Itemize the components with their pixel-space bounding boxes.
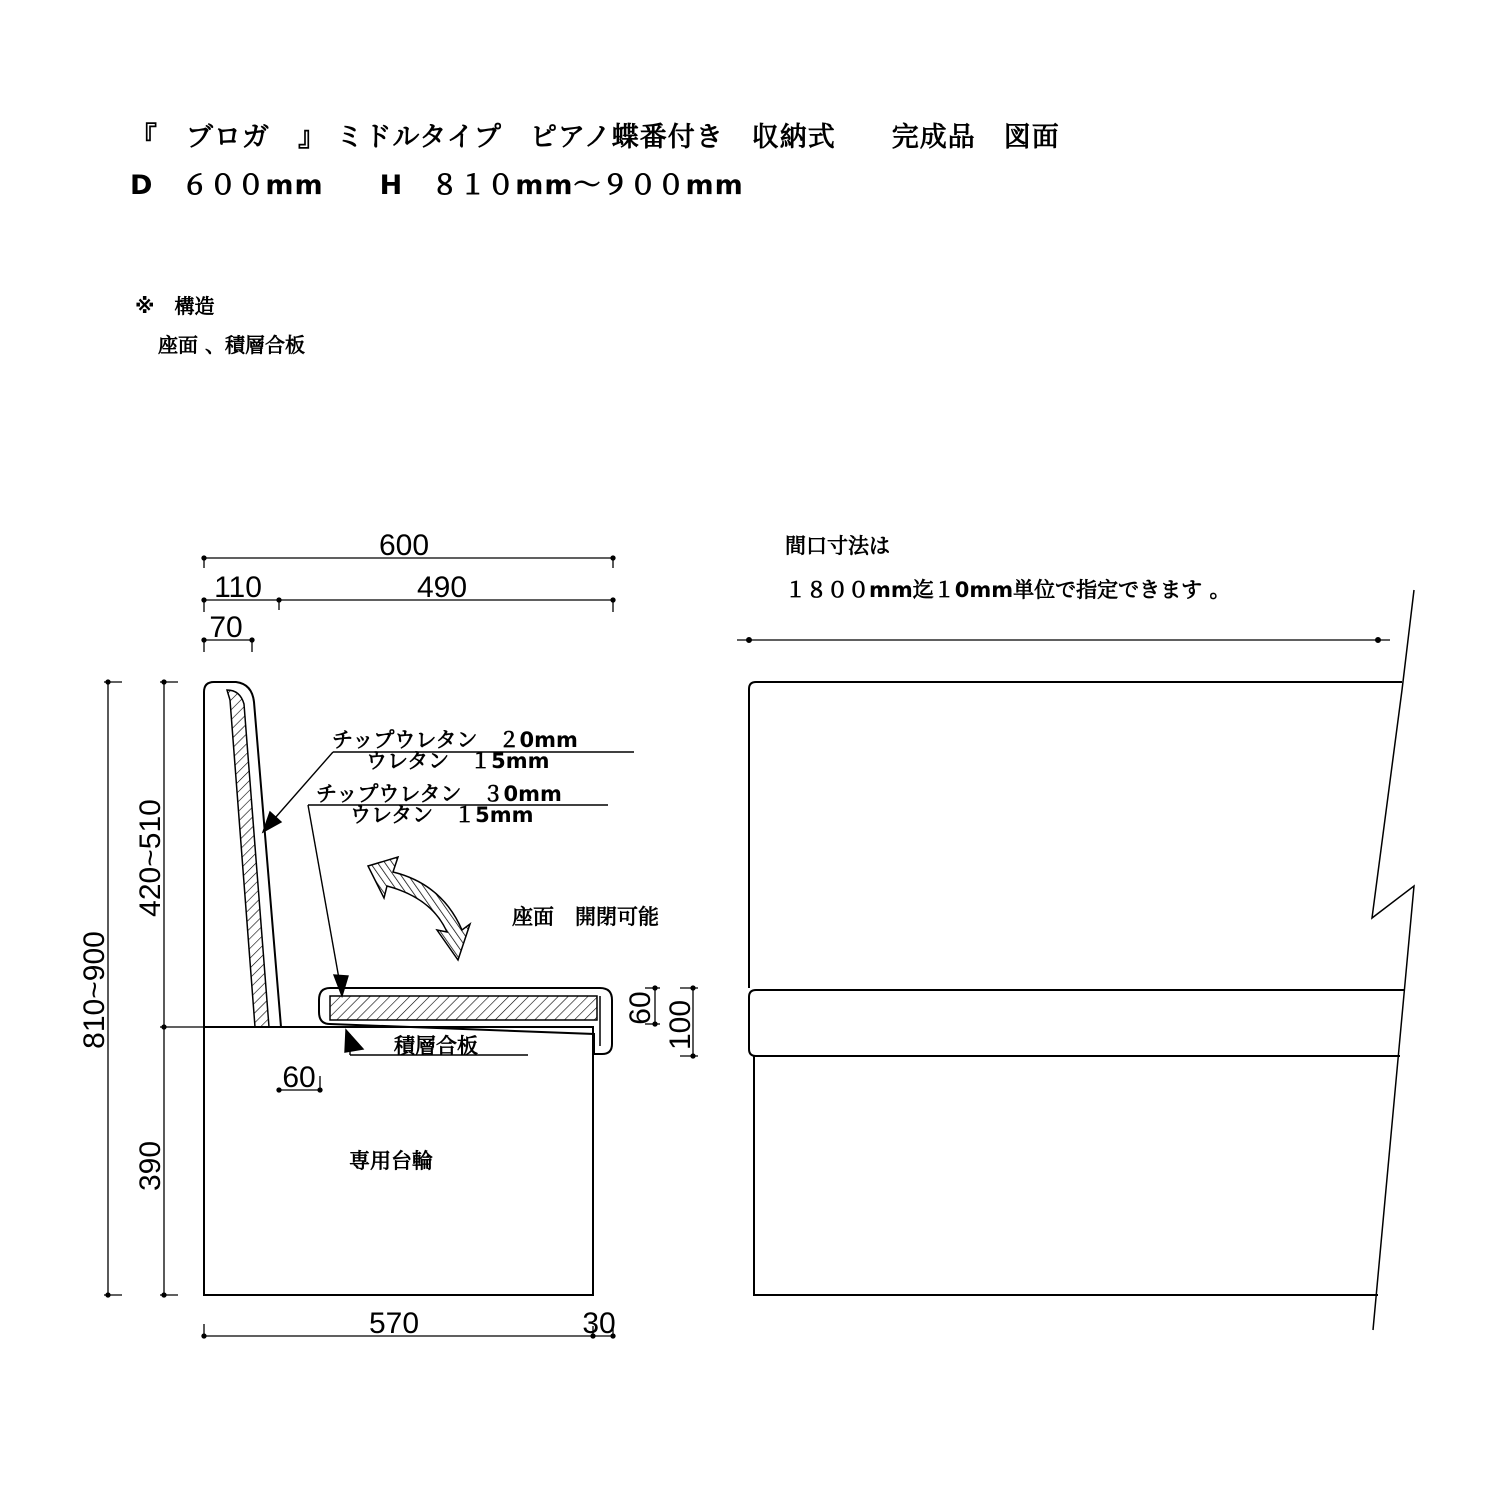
dim-seat-thickness: 100 — [664, 999, 697, 1051]
front-base — [754, 1056, 1378, 1295]
dimension-lines — [104, 556, 698, 1338]
drawing-title: 『 ブロガ 』 ミドルタイプ ピアノ蝶番付き 収納式 完成品 図面 — [130, 122, 1060, 153]
base-label: 専用台輪 — [349, 1149, 433, 1173]
seat-cushion — [330, 996, 597, 1020]
width-note-2: １８００mm迄１0mm単位で指定できます 。 — [785, 578, 1231, 602]
back-cushion-label-2: ウレタン １5mm — [366, 749, 550, 773]
side-view — [204, 682, 612, 1295]
dim-overhang: 30 — [582, 1307, 616, 1340]
dim-base-width: 570 — [368, 1307, 420, 1340]
backrest-cushion — [227, 690, 269, 1027]
dim-cushion: 60 — [624, 991, 657, 1025]
dim-back-depth: 110 — [214, 571, 262, 604]
back-cushion-label-1: チップウレタン ２0mm — [332, 728, 578, 752]
dim-back-height: 420~510 — [134, 799, 167, 917]
front-view — [737, 590, 1414, 1330]
dim-base-height: 390 — [134, 1140, 167, 1192]
break-line — [1372, 590, 1414, 1330]
drawing-dimensions: D ６００mm H ８１０mm～９００mm — [130, 170, 744, 201]
width-note-1: 間口寸法は — [785, 534, 890, 558]
dim-seat-depth: 490 — [416, 571, 468, 604]
seat-cushion-label-2: ウレタン １5mm — [350, 803, 534, 827]
plywood-label: 積層合板 — [394, 1034, 478, 1058]
seat-open-label: 座面 開閉可能 — [512, 905, 659, 929]
structure-heading: ※ 構造 — [135, 294, 215, 318]
structure-detail: 座面 、積層合板 — [158, 333, 305, 357]
dim-total-depth: 600 — [378, 529, 430, 562]
seat-open-arrow-icon — [368, 857, 470, 960]
dim-total-height: 810~900 — [78, 931, 111, 1049]
front-seat — [749, 990, 1405, 1056]
seat-cushion-label-1: チップウレタン ３0mm — [316, 782, 562, 806]
dim-back-top: 70 — [209, 611, 243, 644]
front-backrest — [749, 682, 1402, 988]
dim-inner: 60 — [282, 1061, 316, 1094]
